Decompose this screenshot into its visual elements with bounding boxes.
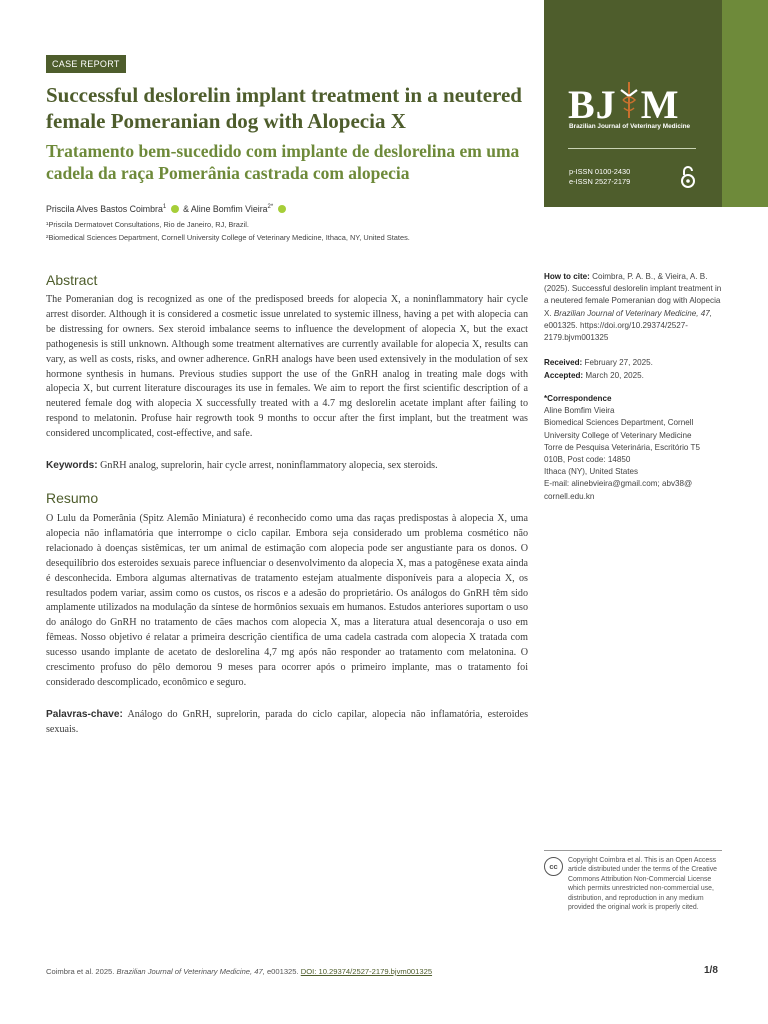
accepted-date: Accepted: March 20, 2025. (544, 371, 644, 380)
abstract-text: The Pomeranian dog is recognized as one of the predisposed breeds for alopecia X, a noninflammatory hair cycle arrest disorder. Although it is considered a cosmetic issue unrelated to systemic illness, having a pet with alopecia can be distressing for owners. Sex steroid imbalance seems to influence the development of alopecia X, but the exact pathogenesis is still unknown. Although some treatment alternatives are currently available for alopecia X, results can vary, as well as costs, risks, and owner adherence. GnRH analogs have been used extensively in the modulation of sex hormone synthesis in humans. Previous studies support the use of the GnRH analog in treating male dogs with alopecia X, but current literature discourages its use in females. We aim to report the first scientific description of a neutered female dog with alopecia X successfully treated with a 4.7 mg deslorelin acetate implant after failing to respond to melatonin. Profuse hair regrowth took 9 months to occur after the first implant, but the treatment was considered uncomplicated, cost-effective, and safe. (46, 294, 528, 440)
abstract-keywords: Keywords: GnRH analog, suprelorin, hair cycle arrest, noninflammatory alopecia, sex steroids. (46, 460, 438, 471)
how-to-cite: How to cite: Coimbra, P. A. B., & Vieira, A. B. (2025). Successful deslorelin implant treatment in a neutered female Pomeranian dog with Alopecia X. Brazilian Journal of Veterinary Medicine, 47, e001325. https://doi.org/10.29374/2527-2179.bjvm001325 (544, 272, 722, 343)
footer-citation: Coimbra et al. 2025. Brazilian Journal of Veterinary Medicine, 47, e001325. DOI: 10.29374/2527-2179.bjvm001325 (46, 967, 433, 976)
divider (568, 148, 696, 149)
author-name[interactable]: Priscila Alves Bastos Coimbra (46, 204, 163, 214)
orcid-icon[interactable] (278, 205, 286, 213)
affiliation-2: ²Biomedical Sciences Department, Cornell University College of Veterinary Medicine, Ithaca, NY, United States. (46, 233, 410, 242)
affiliation-1: ¹Priscila Dermatovet Consultations, Rio de Janeiro, RJ, Brazil. (46, 220, 249, 229)
received-date: Received: February 27, 2025. (544, 358, 653, 367)
issn-online: e-ISSN 2527-2179 (569, 177, 631, 186)
resumo-heading: Resumo (46, 490, 99, 506)
page-number: 1/8 (704, 965, 718, 976)
issn-print: p-ISSN 0100-2430 (569, 167, 631, 176)
correspondence: *Correspondence Aline Bomfim Vieira Biomedical Sciences Department, Cornell University College of Veterinary Medicine Torre de Pesquisa Veterinária, Escritório T5 010B, Post code: 14850 Ithaca (NY), United States E-mail: alinebvieira@gmail.com; abv38@ cornell.edu.kn (544, 393, 724, 503)
article-title: Successful deslorelin implant treatment in a neutered female Pomeranian dog with Alopecia X (46, 83, 522, 133)
abstract-heading: Abstract (46, 272, 98, 288)
email-link[interactable]: E-mail: alinebvieira@gmail.com; abv38@ (544, 479, 693, 489)
citation-doi-link[interactable]: e001325. https://doi.org/10.29374/2527-2179.bjvm001325 (544, 320, 689, 343)
journal-full-name: Brazilian Journal of Veterinary Medicine (569, 123, 691, 130)
journal-header-accent (722, 0, 768, 207)
license-text: Copyright Coimbra et al. This is an Open Access article distributed under the terms of the Creative Commons Attribution Non-Commercial License which permits unrestricted non-commercial use, distribution, and reproduction in any medium provided the original work is properly cited. (568, 857, 717, 912)
email-link[interactable]: cornell.edu.kn (544, 491, 595, 501)
open-access-lock-icon[interactable] (677, 165, 699, 189)
divider (544, 850, 722, 851)
orcid-icon[interactable] (171, 205, 179, 213)
doi-link[interactable]: DOI: 10.29374/2527-2179.bjvm001325 (300, 967, 433, 976)
author-list: Priscila Alves Bastos Coimbra$^1$ & Aline Bomfim Vieira$^{2*}$ (46, 204, 288, 214)
journal-logo: BJ M (568, 82, 680, 127)
article-title-portuguese: Tratamento bem-sucedido com implante de deslorelina em uma cadela da raça Pomerânia castrada com alopecia (46, 141, 520, 183)
creative-commons-icon[interactable]: cc (544, 857, 563, 876)
resumo-text: O Lulu da Pomerânia (Spitz Alemão Miniatura) é reconhecido como uma das raças predispostas à alopecia X, uma alopecia não inflamatória que interrompe o ciclo capilar. Embora seja considerado um problema cosmético não relacionado à doenças sistêmicas, ter um animal de estimação com alopecia pode ser angustiante para os donos. O desequilíbrio dos esteroides sexuais parece influenciar o desenvolvimento da alopecia X, mas a patogênese exata ainda é desconhecida. Embora algumas alternativas de tratamento estejam atualmente disponíveis para a alopecia X, os resultados podem variar, assim como os custos, os riscos e a adesão do proprietário. Os análogos do GnRH têm sido amplamente utilizados na modulação da síntese de hormônios sexuais em humanos. Estudos anteriores suportam o uso do análogo do GnRH no tratamento de cães machos com alopecia X, mas a literatura atual desencoraja o uso em fêmeas. Nosso objetivo é relatar a primeira descrição científica de uma cadela castrada com alopecia X tratada com sucesso usando implante de acetato de deslorelina 4,7 mg após não responder ao tratamento com melatonina. O crescimento profuso do pêlo demorou 9 meses para ocorrer após o primeiro implante, mas o tratamento foi considerado descomplicado, econômico e seguro. (46, 513, 528, 688)
author-name[interactable]: & Aline Bomfim Vieira (183, 204, 268, 214)
article-type-tag: CASE REPORT (46, 55, 126, 73)
issn-block (569, 167, 630, 187)
caduceus-icon (617, 80, 641, 127)
resumo-keywords: Palavras-chave: Análogo do GnRH, suprelorin, parada do ciclo capilar, alopecia não inflamatória, esteroides sexuais. (46, 709, 528, 735)
